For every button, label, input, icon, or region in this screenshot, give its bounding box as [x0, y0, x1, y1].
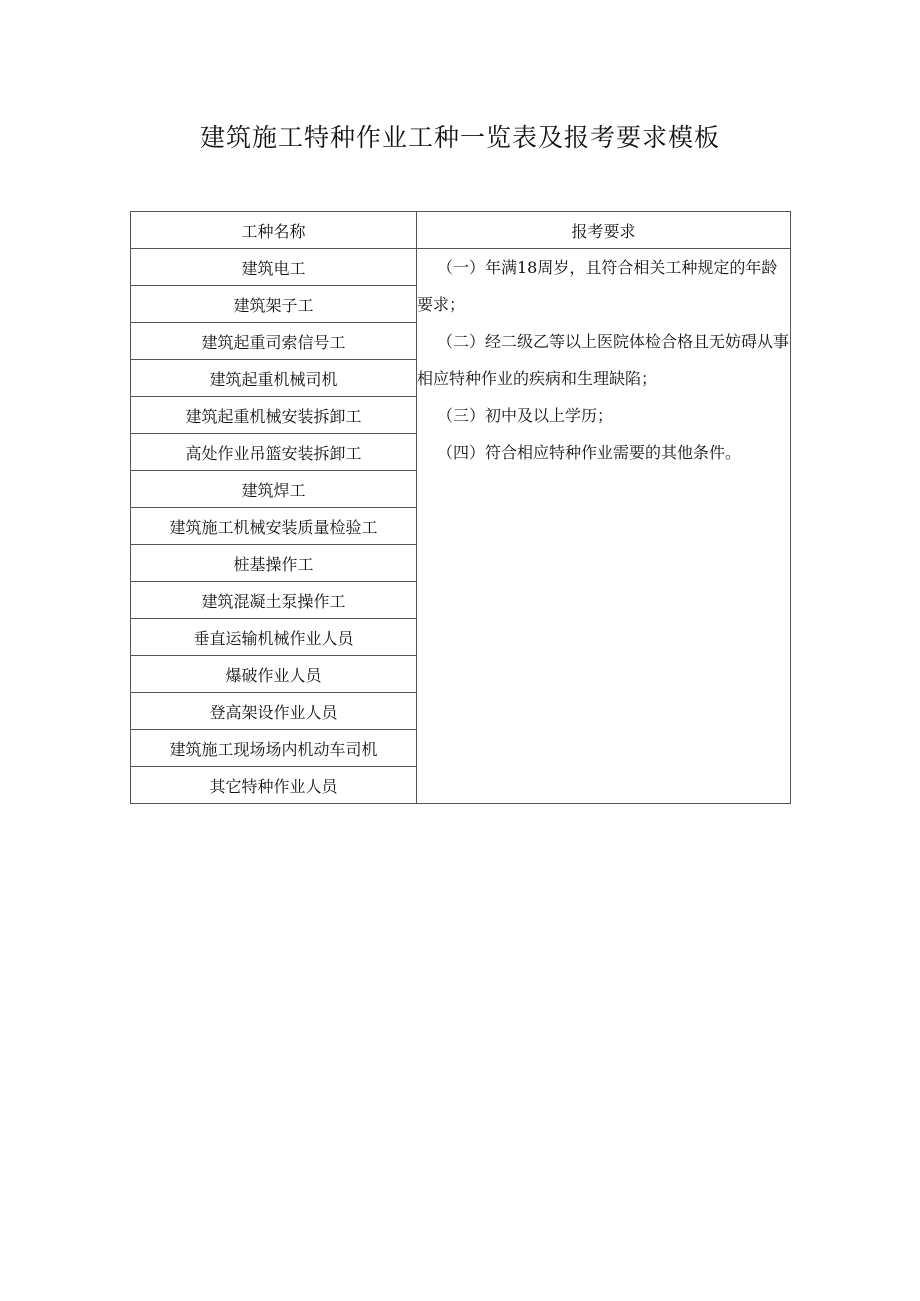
- requirement-item: （一）年满18周岁，且符合相关工种规定的年龄要求；: [417, 258, 778, 314]
- job-name-cell: 建筑电工: [131, 249, 417, 286]
- job-name-cell: 建筑施工现场场内机动车司机: [131, 730, 417, 767]
- job-name-cell: 建筑焊工: [131, 471, 417, 508]
- job-name-cell: 其它特种作业人员: [131, 767, 417, 804]
- job-name-cell: 建筑架子工: [131, 286, 417, 323]
- job-requirements-table: [130, 211, 791, 804]
- column-header-job-name: 工种名称: [131, 212, 417, 249]
- requirement-item: （三）初中及以上学历；: [437, 406, 614, 425]
- page-title: 建筑施工特种作业工种一览表及报考要求模板: [199, 123, 720, 152]
- job-name-cell: 建筑起重司索信号工: [131, 323, 417, 360]
- job-name-cell: 登高架设作业人员: [131, 693, 417, 730]
- job-name-cell: 高处作业吊篮安装拆卸工: [131, 434, 417, 471]
- job-name-cell: 建筑起重机械安装拆卸工: [131, 397, 417, 434]
- requirement-item: （二）经二级乙等以上医院体检合格且无妨碍从事相应特种作业的疾病和生理缺陷；: [417, 332, 790, 388]
- job-name-cell: 爆破作业人员: [131, 656, 417, 693]
- requirement-item: （四）符合相应特种作业需要的其他条件。: [437, 443, 742, 462]
- job-name-cell: 建筑施工机械安装质量检验工: [131, 508, 417, 545]
- job-name-cell: 建筑起重机械司机: [131, 360, 417, 397]
- table-row: [131, 249, 791, 286]
- requirements-cell: [417, 249, 791, 804]
- job-name-cell: 垂直运输机械作业人员: [131, 619, 417, 656]
- job-name-cell: 建筑混凝土泵操作工: [131, 582, 417, 619]
- table-header-row: [131, 212, 791, 249]
- column-header-requirements: 报考要求: [417, 212, 791, 249]
- job-name-cell: 桩基操作工: [131, 545, 417, 582]
